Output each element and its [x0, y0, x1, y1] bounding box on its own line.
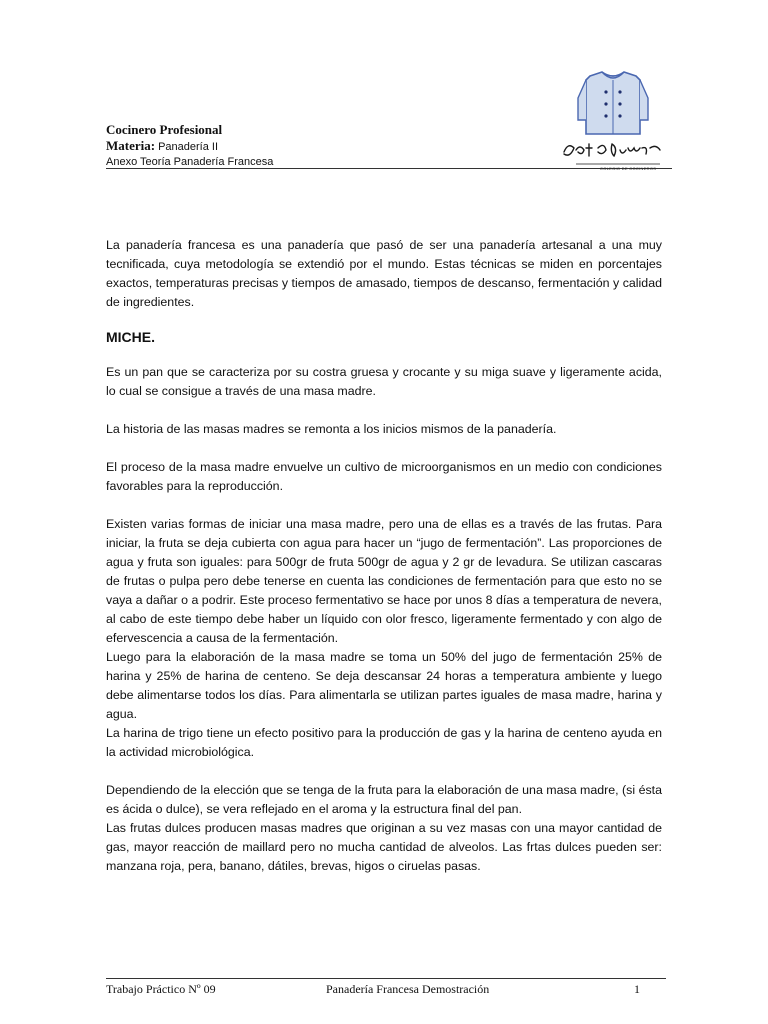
body-paragraph: El proceso de la masa madre envuelve un cultivo de microorganismos en un medio con condiciones favorables para la reproducción. — [106, 460, 662, 493]
body-paragraph: Es un pan que se caracteriza por su costra gruesa y crocante y su miga suave y ligeramente acida, lo cual se consigue a través de una masa madre. — [106, 365, 662, 398]
footer-practice-number: Trabajo Práctico Nº 09 — [106, 982, 216, 996]
gato-dumas-logo — [560, 68, 666, 174]
logo-caption: COLEGIO DE COCINEROS — [600, 166, 657, 171]
header-subject-label: Materia: — [106, 138, 156, 153]
body-paragraph: Luego para la elaboración de la masa madre se toma un 50% del jugo de fermentación 25% de harina y 25% de harina de centeno. Se deja descansar 24 horas a temperatura ambiente y luego debe alimentarse todos los días. Para alimentarla se utilizan partes iguales de masa madre, harina y agua. — [106, 650, 662, 721]
body-paragraph: La historia de las masas madres se remonta a los inicios mismos de la panadería. — [106, 422, 557, 436]
footer-page-number: 1 — [634, 982, 640, 996]
intro-paragraph: La panadería francesa es una panadería que pasó de ser una panadería artesanal a una muy tecnificada, cuya metodología se extendió por el mundo. Estas técnicas se miden en porcentajes exactos, temperaturas precisas y tiempos de amasado, tiempos de descanso, fermentación y calidad de ingredientes. — [106, 238, 662, 309]
section-title: MICHE. — [106, 329, 155, 345]
header-subject-value: Panadería II — [158, 141, 219, 153]
signature-mark — [564, 144, 660, 156]
footer-title: Panadería Francesa Demostración — [326, 982, 490, 996]
document-footer — [106, 981, 662, 997]
document-body — [106, 236, 662, 876]
body-paragraph: Existen varias formas de iniciar una masa madre, pero una de ellas es a través de las frutas. Para iniciar, la fruta se deja cubierta con agua para hacer un “jugo de fermentación”. Las proporciones de agua y fruta son iguales: para 500gr de fruta 500gr de agua y 2 gr de levadura. Se utilizan cascaras de frutas o pulpa pero debe tenerse en cuenta las condiciones de fermentación para que esto no se vaya a dañar o a podrir. Este proceso fermentativo se hace por unos 8 días a temperatura de nevera, al cabo de este tiempo debe haber un líquido con olor fresco, ligeramente fermentado y con algo de efervescencia a causa de la fermentación. — [106, 517, 662, 645]
body-paragraph: Las frutas dulces producen masas madres que originan a su vez masas con una mayor cantidad de gas, mayor reacción de maillard pero no mucha cantidad de alveolos. Las frtas dulces pueden ser: manzana roja, pera, banano, dátiles, brevas, higos o ciruelas pasas. — [106, 821, 662, 873]
header-title: Cocinero Profesional — [106, 122, 223, 137]
header-subtitle: Anexo Teoría Panadería Francesa — [106, 156, 274, 168]
body-paragraph: Dependiendo de la elección que se tenga de la fruta para la elaboración de una masa madre, (si ésta es ácida o dulce), se vera reflejado en el aroma y la estructura final del pan. — [106, 783, 662, 816]
footer-divider — [106, 978, 666, 979]
body-paragraph: La harina de trigo tiene un efecto positivo para la producción de gas y la harina de centeno ayuda en la actividad microbiológica. — [106, 726, 662, 759]
